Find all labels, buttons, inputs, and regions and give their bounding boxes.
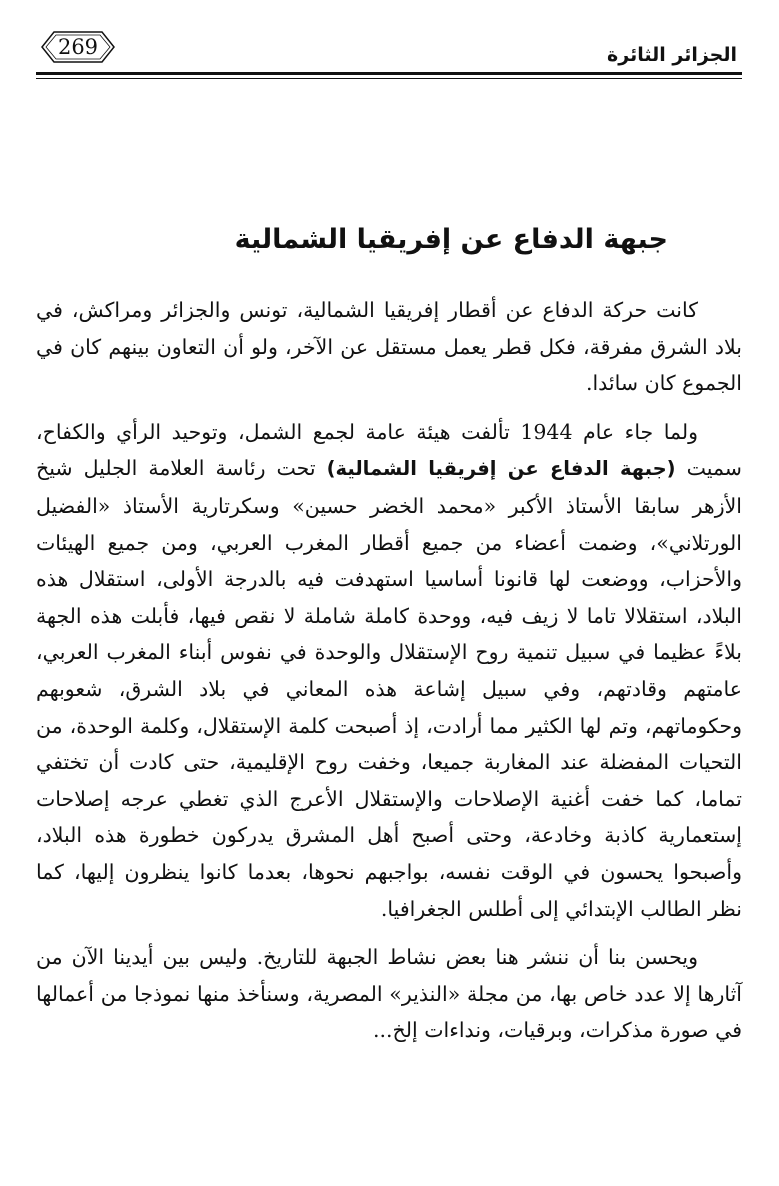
- front-name-emphasis: (جبهة الدفاع عن إفريقيا الشمالية): [326, 457, 676, 481]
- header-rule-thin: [36, 78, 742, 79]
- paragraph-2: [36, 414, 742, 927]
- page-number: 269: [57, 35, 99, 59]
- paragraph-2-text-start: ولما جاء عام 1944 تألفت هيئة عامة لجمع الشمل، وتوحيد الرأي والكفاح، سميت: [36, 419, 742, 481]
- page-number-badge: [40, 30, 116, 64]
- running-title: الجزائر الثائرة: [607, 44, 737, 66]
- article-body: [36, 292, 742, 1049]
- paragraph-3-text: ويحسن بنا أن ننشر هنا بعض نشاط الجبهة للتاريخ. وليس بين أيدينا الآن من آثارها إلا عدد خاص بها، من مجلة «النذير» المصرية، وسنأخذ منها نموذجا من أعمالها في صورة مذكرات، وبرقيات، ونداءات إلخ...: [36, 945, 742, 1043]
- section-title: جبهة الدفاع عن إفريقيا الشمالية: [234, 224, 668, 255]
- paragraph-3: [36, 939, 742, 1049]
- paragraph-2-text-rest: تحت رئاسة العلامة الجليل شيخ الأزهر سابقا الأستاذ الأكبر «محمد الخضر حسين» وسكرتارية الأستاذ «الفضيل الورتلاني»، وضمت أعضاء من جميع أقطار المغرب العربي، ومن جميع الهيئات والأحزاب، ووضعت لها قانونا أساسيا استهدفت فيه بالدرجة الأولى، استقلال هذه البلاد، استقلالا تاما لا زيف فيه، ووحدة كاملة شاملة لا نقص فيها، فأبلت هذه الجهة بلاءً عظيما في سبيل تنمية روح الإستقلال والوحدة في نفوس أبناء المغرب العربي، عامتهم وقادتهم، وفي سبيل إشاعة هذه المعاني في بلاد الشرق، شعوبهم وحكوماتهم، وتم لها الكثير مما أرادت، إذ أصبحت كلمة الإستقلال، وكلمة الوحدة، من التحيات المفضلة عند المغاربة جميعا، وخفت روح الإقليمية، حتى كادت أن تختفي تماما، كما خفت أغنية الإصلاحات والإستقلال الأعرج الذي تغطي عرجه إصلاحات إستعمارية كاذبة وخادعة، وحتى أصبح أهل المشرق يدركون خطورة هذه البلاد، وأصبحوا يحسون في الوقت نفسه، بواجبهم نحوها، بعدما كانوا ينظرون إليها، كما نظر الطالب الإبتدائي إلى أطلس الجغرافيا.: [36, 456, 742, 921]
- header-rule-thick: [36, 72, 742, 75]
- paragraph-1: [36, 292, 742, 402]
- paragraph-1-text: كانت حركة الدفاع عن أقطار إفريقيا الشمالية، تونس والجزائر ومراكش، في بلاد الشرق مفرقة، فكل قطر يعمل مستقل عن الآخر، ولو أن التعاون بينهم كان في الجموع كان سائدا.: [36, 298, 742, 396]
